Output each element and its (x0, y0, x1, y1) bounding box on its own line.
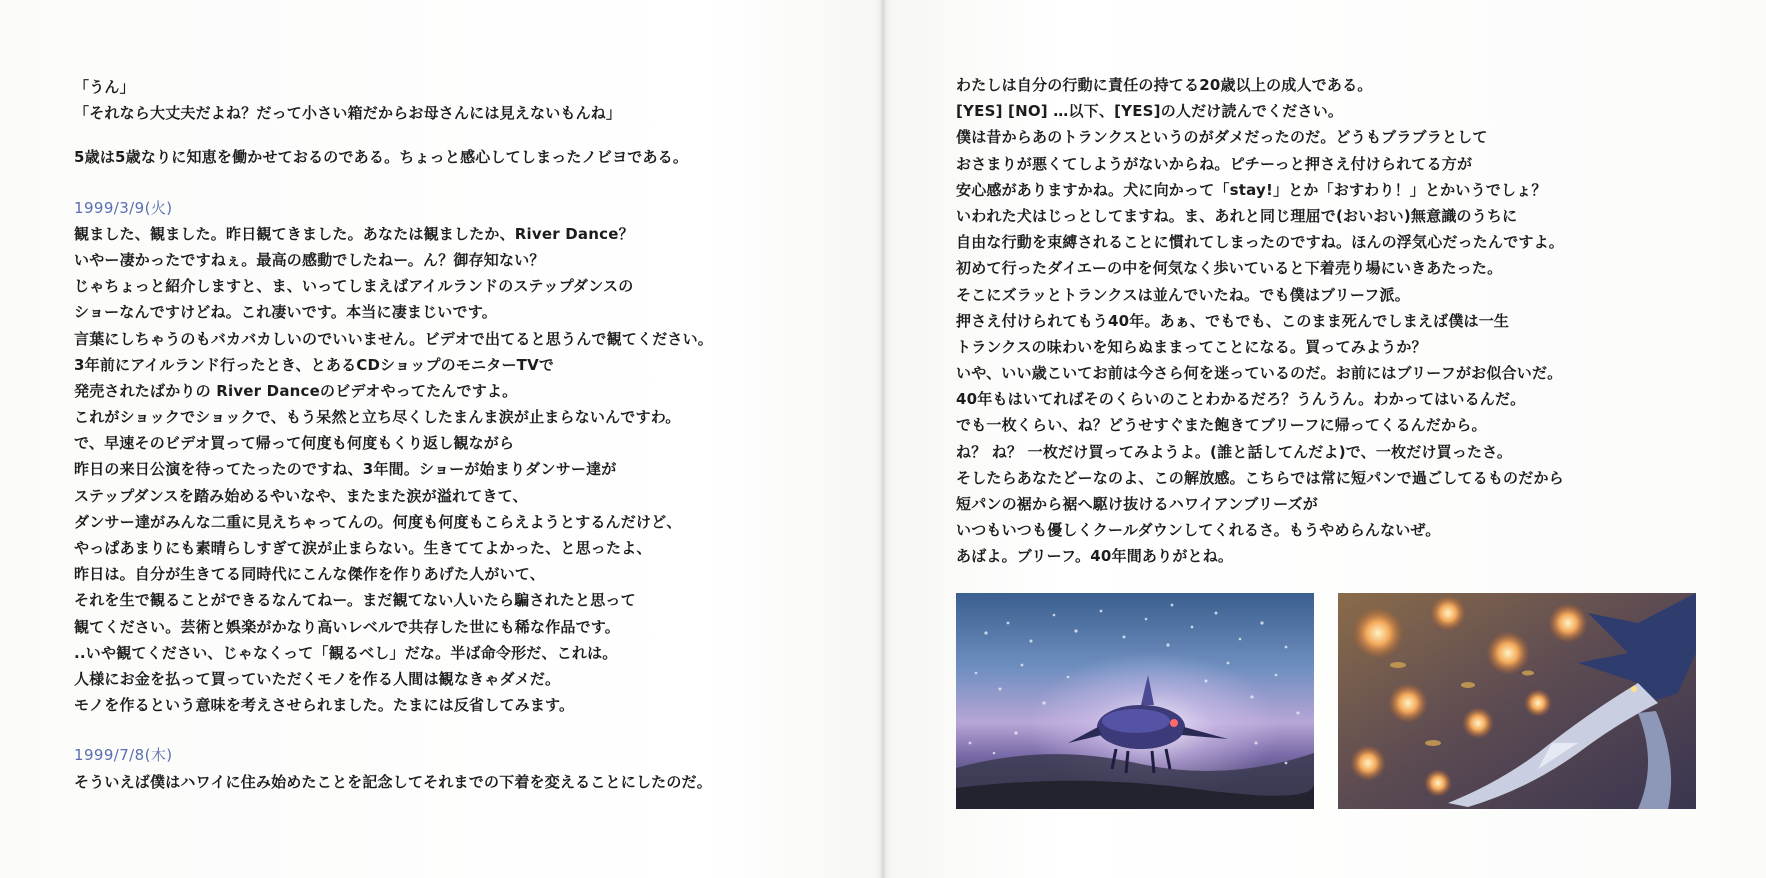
text-line: やっぱあまりにも素晴らしすぎて涙が止まらない。生きててよかった、と思ったよ、 (74, 539, 652, 557)
text-line: 発売されたばかりの River Danceのビデオやってたんですよ。 (74, 381, 518, 400)
text-line: おさまりが悪くてしようがないからね。ピチーっと押さえ付けられてる方が (956, 154, 1473, 173)
text-line: 言葉にしちゃうのもバカバカしいのでいいません。ビデオで出てると思うんで観てください。 (74, 329, 714, 348)
text-line: いつもいつも優しくクールダウンしてくれるさ。もうやめらんないぜ。 (956, 521, 1441, 540)
text-line: 僕は昔からあのトランクスというのがダメだったのだ。どうもブラブラとして (956, 128, 1488, 147)
text-line: ステップダンスを踏み始めるやいなや、またまた涙が溢れてきて、 (74, 486, 528, 505)
text-line: 観てください。芸術と娯楽がかなり高いレベルで共存した世にも稀な作品です。 (74, 617, 621, 636)
text-line: でも一枚くらい、ね？どうせすぐまた飽きてブリーフに帰ってくるんだから。 (956, 416, 1487, 435)
text-line: 安心感がありますかね。犬に向かって「stay!」とか「おすわり！」とかいうでしょ？ (956, 180, 1547, 199)
text-line: モノを作るという意味を考えさせられました。たまには反省してみます。 (74, 696, 575, 715)
airship-in-storm-artwork (956, 593, 1314, 809)
text-line: ショーなんですけどね。これ凄いです。本当に凄まじいです。 (74, 303, 497, 322)
text-line: ..いや観てください、じゃなくって「観るべし」だな。半ば命令形だ、これは。 (74, 643, 618, 662)
text-line: これがショックでショックで、もう呆然と立ち尽くしたまんま涙が止まらないんですわ。 (74, 408, 681, 427)
left-page-text (74, 74, 713, 795)
text-line: 初めて行ったダイエーの中を何気なく歩いていると下着売り場にいきあたった。 (956, 259, 1503, 278)
text-line: [YES] [NO] …以下、[YES]の人だけ読んでください。 (956, 102, 1344, 121)
text-line: 自由な行動を束縛されることに慣れてしまったのですね。ほんの浮気心だったんですよ。 (956, 233, 1565, 252)
text-line: 「それなら大丈夫だよね？だって小さい箱だからお母さんには見えないもんね」 (74, 104, 622, 123)
text-line: ね？ ね？ 一枚だけ買ってみようよ。(誰と話してんだよ)で、一枚だけ買ったさ。 (956, 442, 1513, 461)
text-line: 人様にお金を払って買っていただくモノを作る人間は観なきゃダメだ。 (74, 669, 561, 688)
text-line: 5歳は5歳なりに知恵を働かせておるのである。ちょっと感心してしまったノビヨである。 (74, 148, 689, 167)
left-page (0, 0, 880, 878)
text-line: いやー凄かったですねぇ。最高の感動でしたねー。ん？御存知ない？ (74, 250, 545, 269)
text-line: ダンサー達がみんな二重に見えちゃってんの。何度も何度もこらえようとするんだけど、 (74, 512, 682, 531)
text-line: じゃちょっと紹介しますと、ま、いってしまえばアイルランドのステップダンスの (74, 277, 634, 296)
text-line: あばよ。ブリーフ。40年間ありがとね。 (956, 547, 1234, 566)
right-page (886, 0, 1766, 878)
text-line: そこにズラッとトランクスは並んでいたね。でも僕はブリーフ派。 (956, 285, 1410, 304)
text-line: 押さえ付けられてもう40年。あぁ、でもでも、このまま死んでしまえば僕は一生 (956, 311, 1510, 330)
diary-date: 1999/3/9(火) (74, 198, 173, 217)
right-page-text (956, 72, 1564, 570)
text-line: 「うん」 (74, 78, 135, 96)
text-line: いや、いい歳こいてお前は今さら何を迷っているのだ。お前にはブリーフがお似合いだ。 (956, 364, 1563, 383)
artwork-row (956, 593, 1696, 809)
text-line: 3年前にアイルランド行ったとき、とあるCDショップのモニターTVで (74, 355, 555, 374)
text-line: そういえば僕はハワイに住み始めたことを記念してそれまでの下着を変えることにしたのだ。 (74, 772, 712, 791)
text-line: 昨日の来日公演を待ってたったのですね、3年間。ショーが始まりダンサー達が (74, 460, 617, 479)
text-line: で、早速そのビデオ買って帰って何度も何度もくり返し観ながら (74, 434, 515, 453)
text-line: 40年もはいてればそのくらいのことわかるだろ？うんうん。わかってはいるんだ。 (956, 390, 1526, 409)
text-line: それを生で観ることができるなんてねー。まだ観てない人いたら騙されたと思って (74, 591, 636, 610)
text-line: わたしは自分の行動に責任の持てる20歳以上の成人である。 (956, 76, 1373, 94)
text-line: 短パンの裾から裾へ駆け抜けるハワイアンブリーズが (956, 495, 1318, 513)
diary-date: 1999/7/8(木) (74, 746, 173, 765)
text-line: そしたらあなたどーなのよ、この解放感。こちらでは常に短パンで過ごしてるものだから (956, 468, 1564, 487)
text-line: いわれた犬はじっとしてますね。ま、あれと同じ理屈で(おいおい)無意識のうちに (956, 206, 1518, 225)
text-line: 昨日は。自分が生きてる同時代にこんな傑作を作りあげた人がいて、 (74, 565, 545, 584)
text-line: トランクスの味わいを知らぬままってことになる。買ってみようか？ (956, 337, 1427, 356)
dragon-battle-artwork (1338, 593, 1696, 809)
text-line: 観ました、観ました。昨日観てきました。あなたは観ましたか、River Dance？ (74, 224, 634, 243)
